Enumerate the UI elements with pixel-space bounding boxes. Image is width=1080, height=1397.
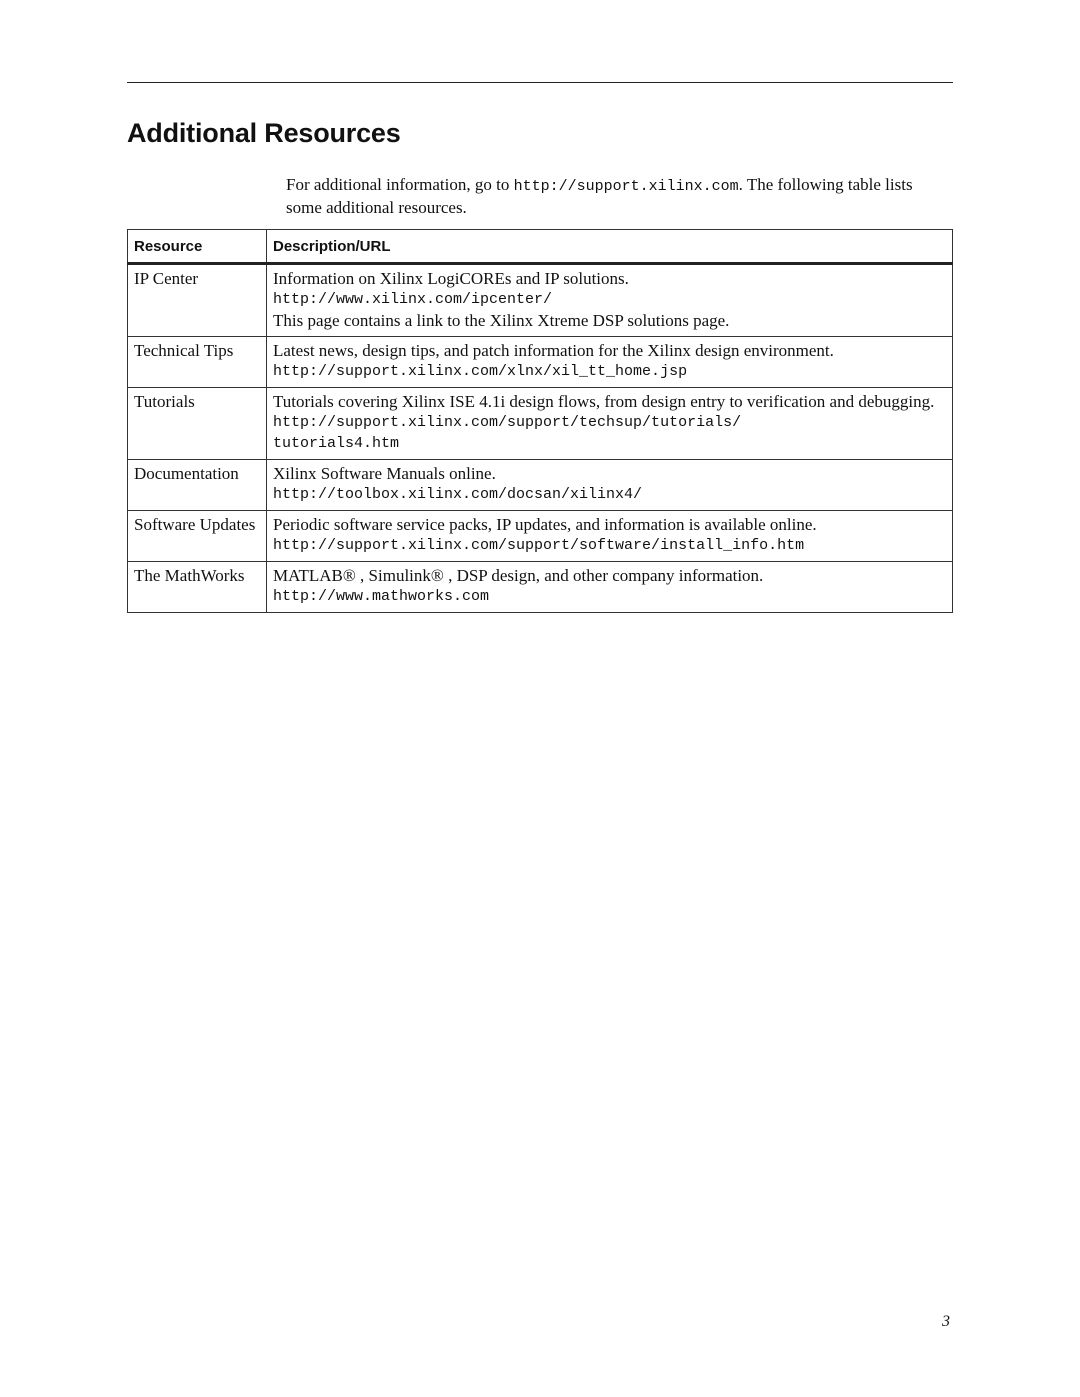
column-header-description: Description/URL <box>267 230 953 264</box>
description-text: Tutorials covering Xilinx ISE 4.1i design flows, from design entry to verification and debugging. <box>273 392 935 411</box>
table-row <box>128 562 953 613</box>
resource-description <box>267 511 953 562</box>
resource-url[interactable]: http://support.xilinx.com/xlnx/xil_tt_home.jsp <box>273 363 688 380</box>
resource-description <box>267 264 953 337</box>
resource-url[interactable]: http://www.xilinx.com/ipcenter/ <box>273 291 553 308</box>
table-row <box>128 511 953 562</box>
resource-name: IP Center <box>128 264 267 337</box>
resource-url[interactable]: http://toolbox.xilinx.com/docsan/xilinx4/ <box>273 486 643 503</box>
resource-description <box>267 337 953 388</box>
resources-table <box>127 229 953 613</box>
resource-name: Technical Tips <box>128 337 267 388</box>
table-row <box>128 460 953 511</box>
column-header-resource: Resource <box>128 230 267 264</box>
description-text: Periodic software service packs, IP updates, and information is available online. <box>273 515 817 534</box>
description-text: Xilinx Software Manuals online. <box>273 464 496 483</box>
intro-paragraph <box>286 174 952 218</box>
table-row <box>128 264 953 337</box>
header-rule <box>127 82 953 83</box>
resource-url[interactable]: http://support.xilinx.com/support/software/install_info.htm <box>273 537 805 554</box>
resource-name: Documentation <box>128 460 267 511</box>
resource-description <box>267 460 953 511</box>
table-header-row <box>128 230 953 264</box>
section-title: Additional Resources <box>127 118 401 148</box>
page-number: 3 <box>942 1313 950 1330</box>
resource-name: The MathWorks <box>128 562 267 613</box>
support-link[interactable]: http://support.xilinx.com <box>513 178 739 195</box>
resource-description <box>267 388 953 460</box>
description-text: MATLAB® , Simulink® , DSP design, and other company information. <box>273 566 764 585</box>
description-text: Latest news, design tips, and patch information for the Xilinx design environment. <box>273 341 834 360</box>
table-row <box>128 337 953 388</box>
table-row <box>128 388 953 460</box>
description-text: Information on Xilinx LogiCOREs and IP solutions. <box>273 269 629 288</box>
intro-text-after: . The following table lists some additional resources. <box>286 175 913 217</box>
resource-url[interactable]: http://www.mathworks.com <box>273 588 490 605</box>
resource-name: Software Updates <box>128 511 267 562</box>
description-text: This page contains a link to the Xilinx Xtreme DSP solutions page. <box>273 311 730 330</box>
resource-description <box>267 562 953 613</box>
resource-name: Tutorials <box>128 388 267 460</box>
intro-text-before: For additional information, go to <box>286 175 514 194</box>
resource-url[interactable]: http://support.xilinx.com/support/techsup/tutorials/ <box>273 414 742 431</box>
resource-url-continued[interactable]: tutorials4.htm <box>273 435 400 452</box>
